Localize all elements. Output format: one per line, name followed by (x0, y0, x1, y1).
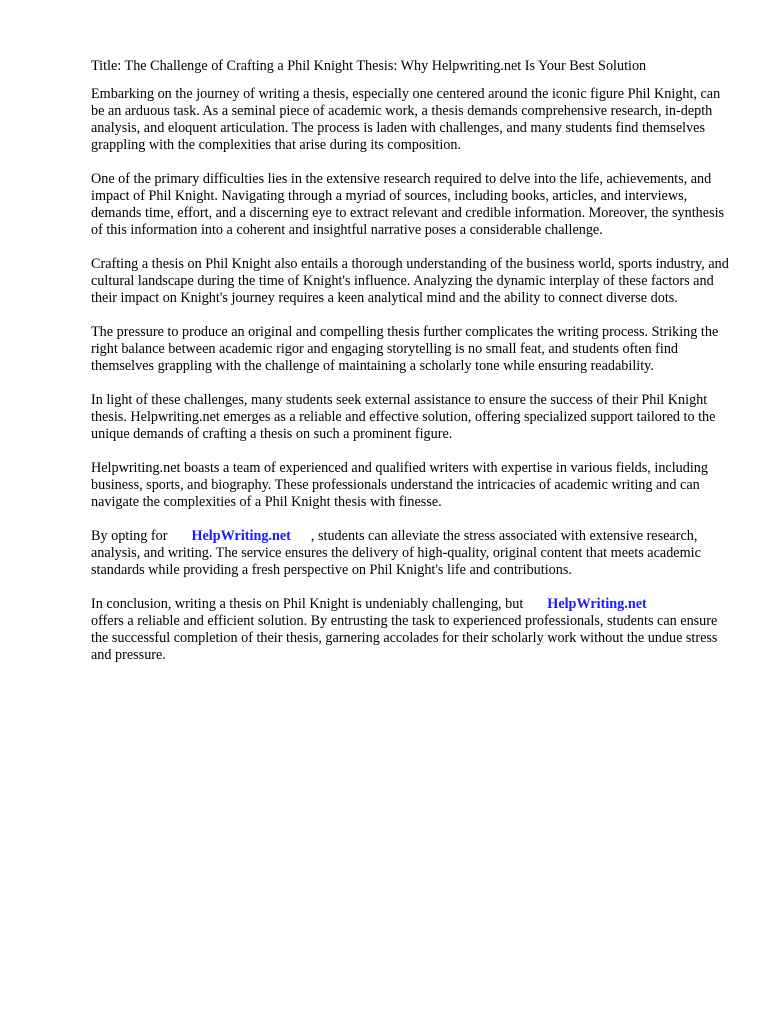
helpwriting-link-1[interactable]: HelpWriting.net (191, 528, 291, 544)
paragraph-opting (91, 528, 731, 579)
document-title: Title: The Challenge of Crafting a Phil Knight Thesis: Why Helpwriting.net Is Your Best Solution (91, 58, 647, 74)
conclusion-text-before: In conclusion, writing a thesis on Phil Knight is undeniably challenging, but (91, 596, 524, 612)
paragraph-intro: Embarking on the journey of writing a thesis, especially one centered around the iconic figure Phil Knight, can be an arduous task. As a seminal piece of academic work, a thesis demands comprehensive research, in-depth analysis, and eloquent articulation. The process is laden with challenges, and many students find themselves grappling with the complexities that arise during its composition. (91, 86, 721, 153)
opting-text-before: By opting for (91, 528, 168, 544)
paragraph-pressure: The pressure to produce an original and compelling thesis further complicates the writing process. Striking the right balance between academic rigor and engaging storytelling is no small feat, and students often find themselves grappling with the challenge of maintaining a scholarly tone while ensuring readability. (91, 324, 719, 374)
document-page (91, 58, 731, 681)
paragraph-conclusion (91, 596, 731, 664)
paragraph-business: Crafting a thesis on Phil Knight also entails a thorough understanding of the business world, sports industry, and cultural landscape during the time of Knight's influence. Analyzing the dynamic interplay of these factors and their impact on Knight's journey requires a keen analytical mind and the ability to connect diverse dots. (91, 256, 729, 306)
paragraph-team: Helpwriting.net boasts a team of experienced and qualified writers with expertise in various fields, including business, sports, and biography. These professionals understand the intricacies of academic writing and can navigate the complexities of a Phil Knight thesis with finesse. (91, 460, 708, 510)
paragraph-research: One of the primary difficulties lies in the extensive research required to delve into the life, achievements, and impact of Phil Knight. Navigating through a myriad of sources, including books, articles, and interviews, demands time, effort, and a discerning eye to extract relevant and credible information. Moreover, the synthesis of this information into a coherent and insightful narrative poses a considerable challenge. (91, 171, 725, 238)
helpwriting-link-2[interactable]: HelpWriting.net (547, 596, 647, 612)
conclusion-text-after: offers a reliable and efficient solution. By entrusting the task to experienced professionals, students can ensure the successful completion of their thesis, garnering accolades for their scholarly work without the undue stress and pressure. (91, 613, 718, 663)
opting-text-after: , students can alleviate the stress associated with extensive research, analysis, and writing. The service ensures the delivery of high-quality, original content that meets academic standards while providing a fresh perspective on Phil Knight's life and contributions. (91, 528, 701, 578)
paragraph-assistance: In light of these challenges, many students seek external assistance to ensure the success of their Phil Knight thesis. Helpwriting.net emerges as a reliable and effective solution, offering specialized support tailored to the unique demands of crafting a thesis on such a prominent figure. (91, 392, 716, 442)
